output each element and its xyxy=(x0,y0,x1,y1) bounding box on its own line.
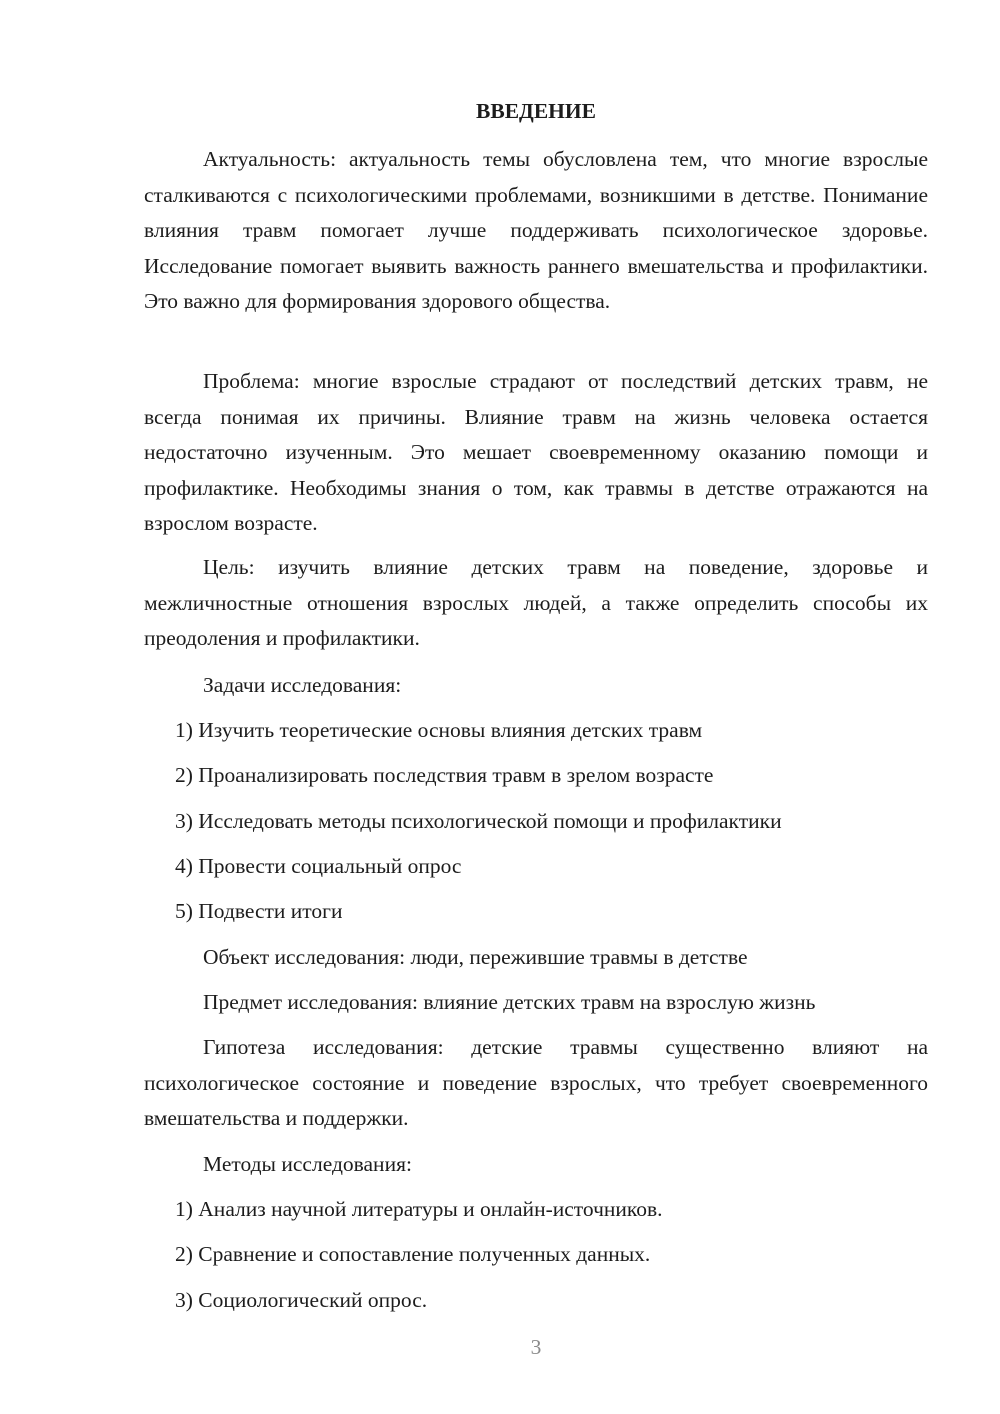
methods-heading: Методы исследования: xyxy=(203,1152,412,1176)
relevance-paragraph: Актуальность: актуальность темы обусловлена тем, что многие взрослые сталкиваются с психологическими проблемами, возникшими в детстве. Понимание влияния травм помогает лучше поддерживать психологическое здоровье. Исследование помогает выявить важность раннего вмешательства и профилактики. Это важно для формирования здорового общества. xyxy=(144,147,928,313)
problem-paragraph: Проблема: многие взрослые страдают от последствий детских травм, не всегда понимая их причины. Влияние травм на жизнь человека остается недостаточно изученным. Это мешает своевременному оказанию помощи и профилактике. Необходимы знания о том, как травмы в детстве отражаются на взрослом возрасте. xyxy=(144,369,928,535)
task-item: 1) Изучить теоретические основы влияния детских травм xyxy=(175,718,703,742)
method-item: 2) Сравнение и сопоставление полученных данных. xyxy=(175,1242,651,1266)
section-heading: ВВЕДЕНИЕ xyxy=(476,99,596,123)
tasks-heading: Задачи исследования: xyxy=(203,673,402,697)
research-subject: Предмет исследования: влияние детских травм на взрослую жизнь xyxy=(203,990,816,1014)
page-number: 3 xyxy=(530,1335,542,1359)
method-item: 3) Социологический опрос. xyxy=(175,1288,428,1312)
research-object: Объект исследования: люди, пережившие травмы в детстве xyxy=(203,945,748,969)
task-item: 3) Исследовать методы психологической помощи и профилактики xyxy=(175,809,782,833)
method-item: 1) Анализ научной литературы и онлайн-источников. xyxy=(175,1197,663,1221)
task-item: 2) Проанализировать последствия травм в зрелом возрасте xyxy=(175,763,714,787)
hypothesis-paragraph: Гипотеза исследования: детские травмы существенно влияют на психологическое состояние и поведение взрослых, что требует своевременного вмешательства и поддержки. xyxy=(144,1035,928,1130)
task-item: 5) Подвести итоги xyxy=(175,899,343,923)
task-item: 4) Провести социальный опрос xyxy=(175,854,462,878)
goal-paragraph: Цель: изучить влияние детских травм на поведение, здоровье и межличностные отношения взрослых людей, а также определить способы их преодоления и профилактики. xyxy=(144,555,928,650)
